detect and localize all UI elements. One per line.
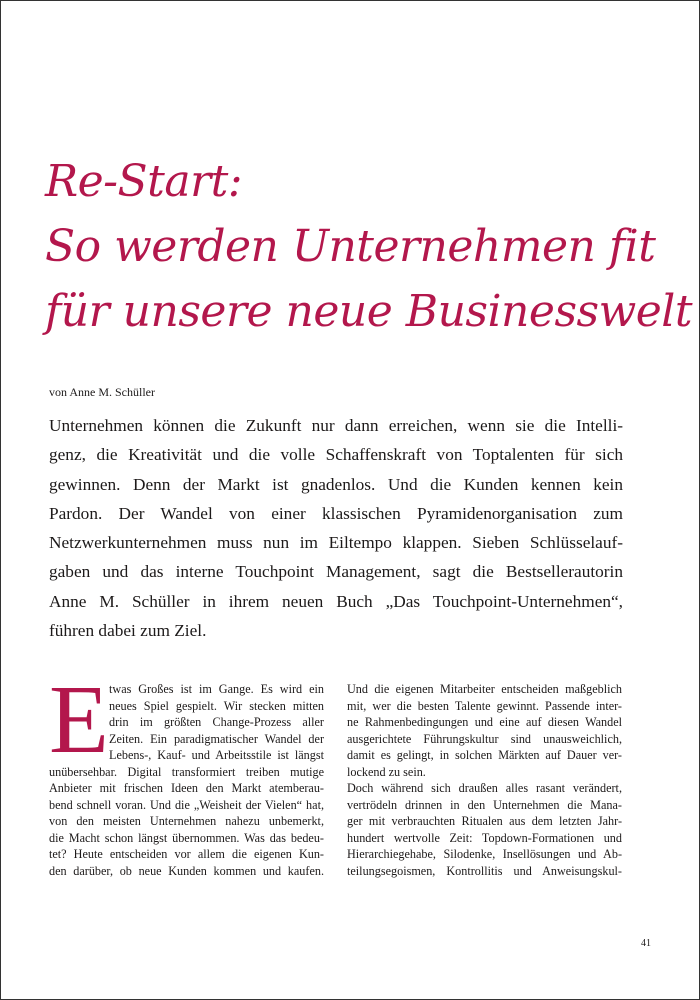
body-line: die Macht schon längst übernommen. Was das bedeu- [49,830,324,845]
body-line: unübersehbar. Digital transformiert treiben mutige [49,764,324,779]
lead-paragraph [49,411,623,645]
body-line: Hierarchiegehabe, Silodenke, Insellösungen und Ab- [347,847,622,861]
body-line: Lebens-, Kauf- und Arbeitsstile ist längst [109,748,324,762]
body-line: vertrödeln drinnen in den Unternehmen die Mana- [347,797,622,812]
body-line: neues Spiel gespielt. Wir stecken mitten [109,698,324,713]
body-column-right [347,681,622,879]
lead-line: Anne M. Schüller in ihrem neuen Buch „Das Touchpoint-Unternehmen“, [49,591,623,611]
title-line: Re-Start: [45,156,243,207]
body-line: tet? Heute entscheiden vor allem die eigenen Kun- [49,847,324,861]
body-line: teilungsegoismen, Kontrollitis und Anweisungskul- [347,863,622,878]
lead-line: Pardon. Der Wandel von einer klassischen Pyramidenorganisation zum [49,503,623,523]
byline: von Anne M. Schüller [49,385,155,399]
body-line: Doch während sich draußen alles rasant verändert, [347,781,622,795]
drop-cap: E [49,666,109,774]
title-line: für unsere neue Businesswelt [45,286,693,337]
body-line: von den meisten Unternehmen nahezu unbemerkt, [49,814,324,828]
body-line: ger mit verbrauchten Ritualen aus dem letzten Jahr- [347,814,622,828]
body-line: bend schnell voran. Und die „Weisheit der Vielen“ hat, [49,797,324,812]
body-line: Und die eigenen Mitarbeiter entscheiden maßgeblich [347,682,622,696]
lead-line: genz, die Kreativität und die volle Schaffenskraft von Toptalenten für sich [49,445,623,465]
body-line: Zeiten. Ein paradigmatischer Wandel der [109,731,324,746]
body-line: damit es gelingt, in solchen Märkten auf Dauer ver- [347,748,622,762]
body-line: lockend zu sein. [347,764,426,779]
body-column-left [49,666,324,879]
page-number: 41 [641,938,651,949]
lead-line: Netzwerkunternehmen muss nun im Eiltempo klappen. Sieben Schlüsselauf- [49,533,623,553]
body-line: ne Rahmenbedingungen und eine auf diesen Wandel [347,715,622,729]
lead-line: gaben und das interne Touchpoint Management, sagt die Bestsellerautorin [49,562,623,582]
lead-line: führen dabei zum Ziel. [49,621,207,641]
article-title [45,149,693,344]
title-line: So werden Unternehmen fit [45,221,656,272]
body-line: twas Großes ist im Gange. Es wird ein [109,682,324,696]
body-line: Anbieter mit frischen Ideen den Markt atemberau- [49,781,324,795]
body-line: hundert wertvolle Zeit: Topdown-Formationen und [347,830,622,845]
lead-line: gewinnen. Denn der Markt ist gnadenlos. Und die Kunden kennen kein [49,474,623,494]
body-line: mit, wer die besten Talente gewinnt. Passende inter- [347,698,622,713]
body-line: ausgerichtete Führungskultur sind unausweichlich, [347,731,622,746]
body-line: den darüber, ob neue Kunden kommen und kaufen. [49,863,324,878]
body-line: drin im größten Change-Prozess aller [109,715,324,729]
lead-line: Unternehmen können die Zukunft nur dann erreichen, wenn sie die Intelli- [49,416,623,435]
